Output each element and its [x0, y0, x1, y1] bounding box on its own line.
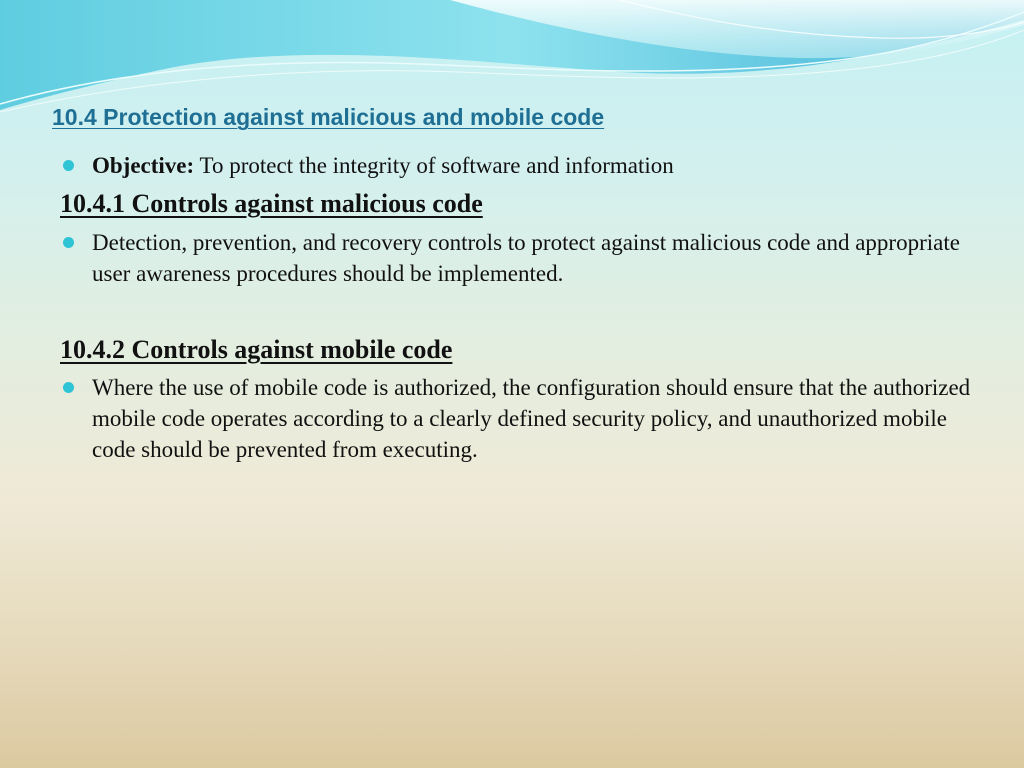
malicious-code-text: Detection, prevention, and recovery controls to protect against malicious code and appropriate user awareness procedures should be implemented. — [92, 230, 960, 286]
objective-text: To protect the integrity of software and information — [194, 153, 674, 178]
objective-bullet — [60, 150, 980, 181]
slide-title: 10.4 Protection against malicious and mobile code — [52, 104, 605, 130]
section-heading-malicious-code: 10.4.1 Controls against malicious code — [60, 189, 483, 218]
section-heading-mobile-code: 10.4.2 Controls against mobile code — [60, 335, 453, 364]
objective-label: Objective: — [92, 153, 195, 178]
bullet-dot-icon — [63, 160, 74, 171]
bullet-dot-icon — [63, 382, 74, 393]
mobile-code-text: Where the use of mobile code is authorized, the configuration should ensure that the authorized mobile code operates according to a clearly defined security policy, and unauthorized mobile code should be prevented from executing. — [92, 375, 971, 462]
slide-content — [60, 150, 980, 465]
malicious-code-bullet — [60, 227, 980, 289]
mobile-code-bullet — [60, 372, 980, 465]
bullet-dot-icon — [63, 237, 74, 248]
